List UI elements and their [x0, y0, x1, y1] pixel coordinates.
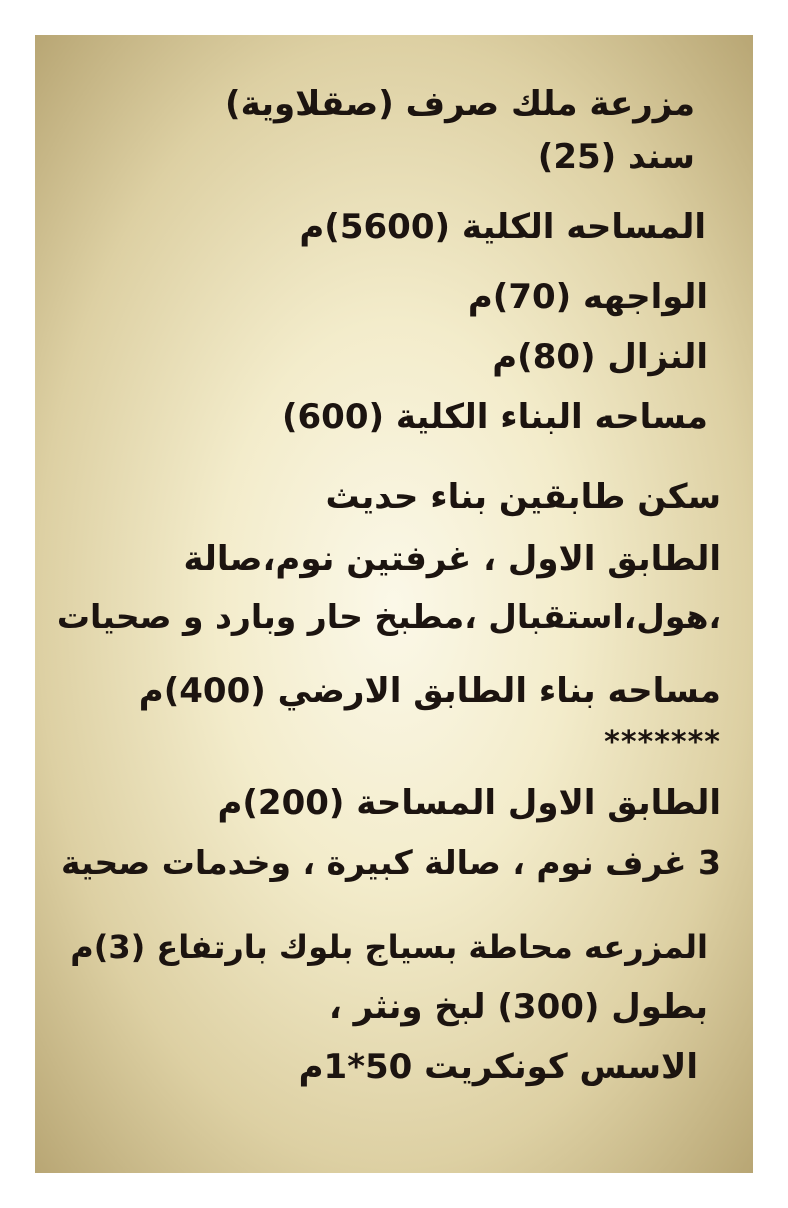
separator-stars: *******: [604, 725, 721, 760]
fence-length: بطول (300) لبخ ونثر ،: [328, 987, 708, 1027]
ground-floor-area: مساحه بناء الطابق الارضي (400)م: [138, 671, 721, 711]
foundations: الاسس كونكريت 50*1م: [298, 1047, 698, 1087]
fence-description: المزرعه محاطة بسياج بلوك بارتفاع (3)م: [70, 928, 708, 966]
deed-number: سند (25): [537, 137, 695, 177]
total-building-area: مساحه البناء الكلية (600): [281, 397, 708, 437]
first-floor-rooms: الطابق الاول ، غرفتين نوم،صالة: [183, 539, 721, 579]
frontage: الواجهه (70)م: [467, 277, 708, 317]
residence-description: سكن طابقين بناء حديث: [325, 477, 721, 517]
depth: النزال (80)م: [492, 337, 708, 377]
farm-title: مزرعة ملك صرف (صقلاوية): [225, 84, 695, 124]
listing-card: [35, 35, 753, 1173]
first-floor-details: 3 غرف نوم ، صالة كبيرة ، وخدمات صحية: [61, 843, 721, 882]
total-area: المساحه الكلية (5600)م: [299, 207, 706, 247]
first-floor-facilities: ،هول،استقبال ،مطبخ حار وبارد و صحيات: [56, 597, 721, 636]
first-floor-area: الطابق الاول المساحة (200)م: [217, 783, 721, 823]
